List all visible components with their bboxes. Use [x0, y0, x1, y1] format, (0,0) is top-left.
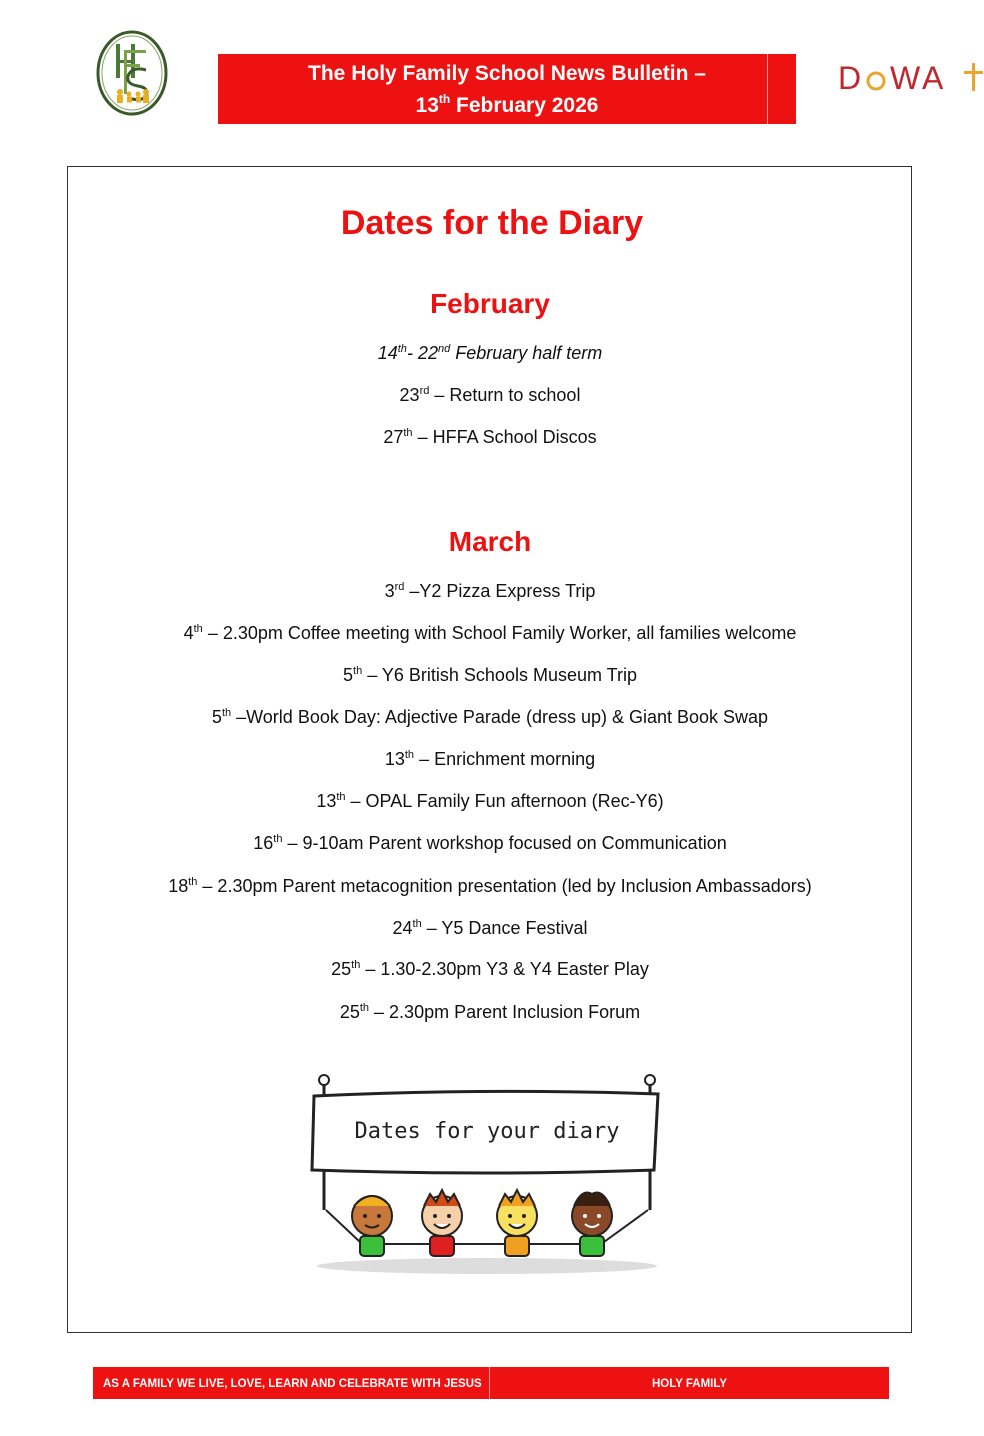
- footer-motto: AS A FAMILY WE LIVE, LOVE, LEARN AND CELEBRATE WITH JESUS: [103, 1378, 482, 1390]
- header-divider: [767, 54, 768, 124]
- school-crest-logo: [96, 30, 168, 116]
- march-heading: March: [448, 526, 532, 557]
- march-item-5: 13th – Enrichment morning: [384, 749, 596, 769]
- svg-text:WA: WA: [890, 60, 947, 96]
- march-item-10: 25th – 1.30-2.30pm Y3 & Y4 Easter Play: [331, 959, 649, 979]
- svg-text:D: D: [838, 60, 865, 96]
- bulletin-header-banner: [218, 54, 796, 124]
- march-item-6: 13th – OPAL Family Fun afternoon (Rec-Y6): [316, 791, 664, 811]
- march-item-9: 24th – Y5 Dance Festival: [392, 918, 588, 938]
- march-item-7: 16th – 9-10am Parent workshop focused on Communication: [253, 833, 727, 853]
- february-item-2: 23rd – Return to school: [399, 385, 581, 405]
- march-item-11: 25th – 2.30pm Parent Inclusion Forum: [339, 1002, 641, 1022]
- page-title: Dates for the Diary: [340, 204, 644, 242]
- footer-school-name: HOLY FAMILY: [652, 1378, 727, 1390]
- children-banner-illustration: [302, 1070, 672, 1280]
- february-item-3: 27th – HFFA School Discos: [383, 427, 597, 447]
- bulletin-title: The Holy Family School News Bulletin –: [308, 62, 706, 85]
- bulletin-date: 13th February 2026: [415, 92, 599, 117]
- march-item-4: 5th –World Book Day: Adjective Parade (dress up) & Giant Book Swap: [211, 707, 769, 727]
- banner-text: Dates for your diary: [354, 1119, 620, 1144]
- dowa-logo: [838, 55, 984, 99]
- march-item-3: 5th – Y6 British Schools Museum Trip: [343, 665, 637, 685]
- march-item-2: 4th – 2.30pm Coffee meeting with School Family Worker, all families welcome: [183, 623, 797, 643]
- footer-bar: [93, 1367, 889, 1399]
- february-heading: February: [430, 288, 550, 319]
- march-item-8: 18th – 2.30pm Parent metacognition presentation (led by Inclusion Ambassadors): [168, 876, 812, 896]
- footer-divider: [489, 1367, 490, 1399]
- march-item-1: 3rd –Y2 Pizza Express Trip: [384, 581, 596, 601]
- february-item-1: 14th- 22nd February half term: [377, 343, 603, 363]
